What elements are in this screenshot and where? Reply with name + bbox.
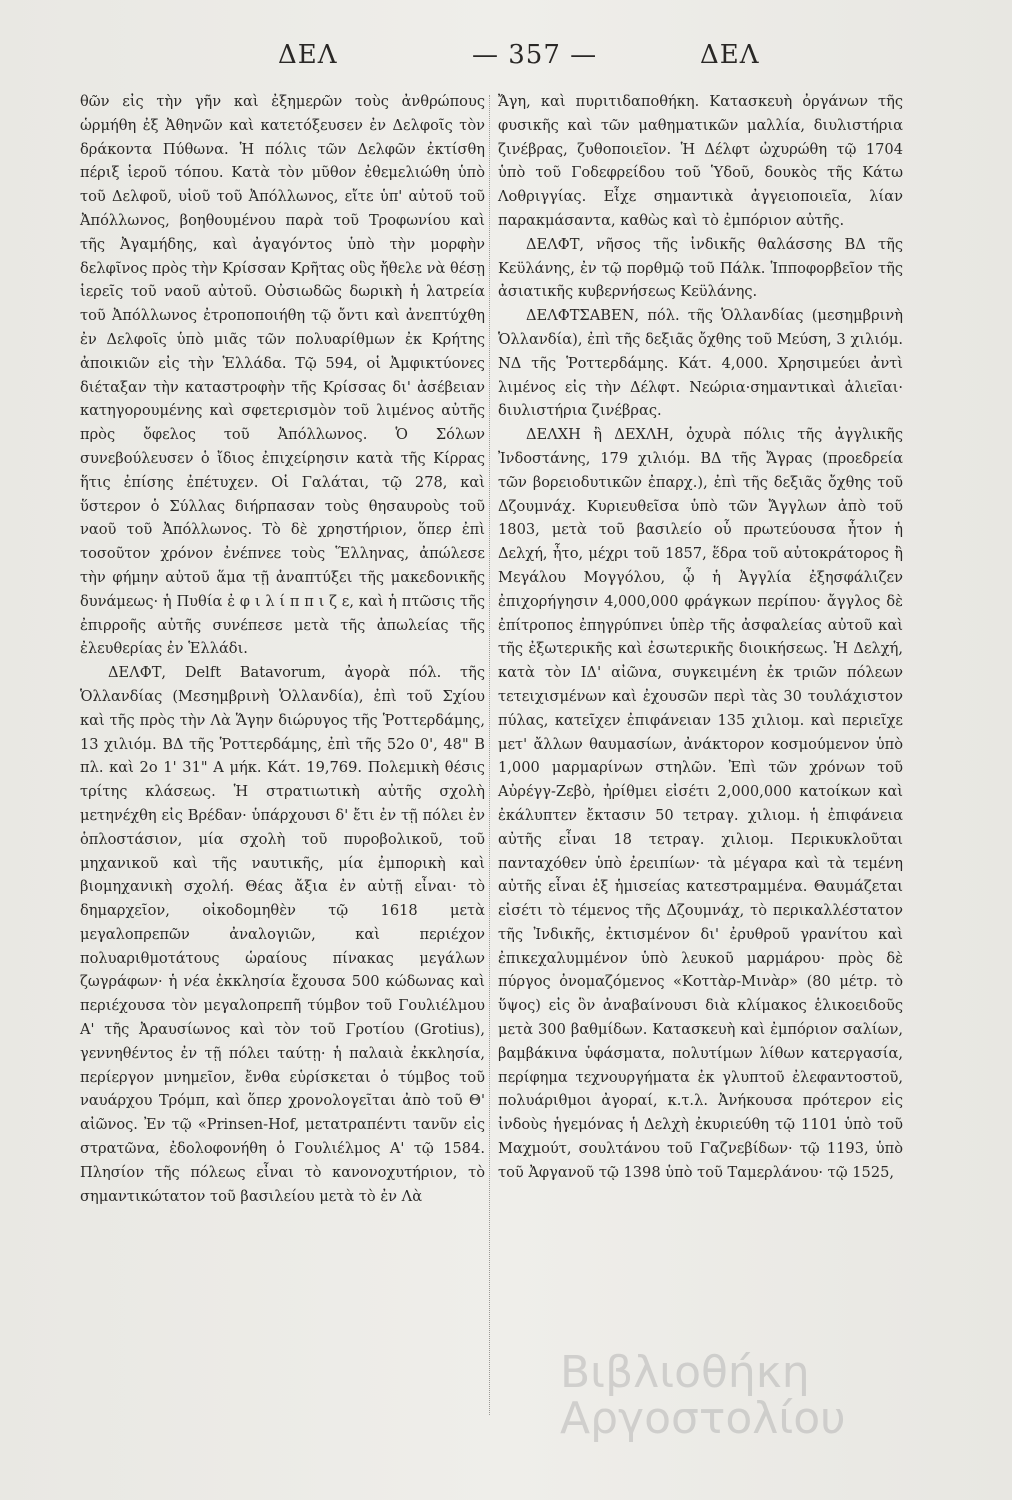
paragraph-delphi-continued: θῶν εἰς τὴν γῆν καὶ ἐξημερῶν τοὺς ἀνθρώπους ὡρμήθη ἐξ Ἀθηνῶν καὶ κατετόξευσεν ἐν Δελφοῖς τὸν δράκοντα Πύθωνα. Ἡ πόλις τῶν Δελφῶν ἐκτίσθη πέριξ ἱεροῦ τόπου. Κατὰ τὸν μῦθον ἐθεμελιώθη ὑπὸ τοῦ Δελφοῦ, υἱοῦ τοῦ Ἀπόλλωνος, εἴτε ὑπ' αὐτοῦ τοῦ Ἀπόλλωνος, βοηθουμένου παρὰ τοῦ Τροφωνίου καὶ τῆς Ἀγαμήδης, καὶ ἀγαγόντος ὑπὸ τὴν μορφὴν δελφῖνος πρὸς τὴν Κρίσσαν Κρῆτας οὓς ἤθελε νὰ θέσῃ ἱερεῖς τοῦ ναοῦ αὐτοῦ. Οὐσιωδῶς δωρικὴ ἡ λατρεία τοῦ Ἀπόλλωνος ἐτροποποιήθη τῷ ὄντι καὶ ἀνεπτύχθη ἐν Δελφοῖς ὑπὸ μιᾶς τῶν πολυαρίθμων ἐκ Κρήτης ἀποικιῶν εἰς τὴν Ἑλλάδα. Τῷ 594, οἱ Ἀμφικτύονες διέταξαν τὴν καταστροφὴν τῆς Κρίσσας δι' ἀσέβειαν κατηγορουμένης καὶ σφετερισμὸν τοῦ λιμένος αὐτῆς πρὸς ὄφελος τοῦ Ἀπόλλωνος. Ὁ Σόλων συνεβούλευσεν ὁ ἴδιος ἐπιχείρησιν κατὰ τῆς Κίρρας ἥτις ἐπίσης ἐπέτυχεν. Οἱ Γαλάται, τῷ 278, καὶ ὕστερον ὁ Σύλλας διήρπασαν τοὺς θησαυροὺς τοῦ ναοῦ τοῦ Ἀπόλλωνος. Τὸ δὲ χρηστήριον, ὅπερ ἐπὶ τοσοῦτον χρόνον ἐνέπνεε τοὺς Ἕλληνας, ἀπώλεσε τὴν φήμην αὐτοῦ ἅμα τῇ ἀναπτύξει τῆς μακεδονικῆς δυνάμεως· ἡ Πυθία ἐ φ ι λ ί π π ι ζ ε, καὶ ἡ πτῶσις τῆς ἐπιρροῆς αὐτῆς συνέπεσε μετὰ τῆς ἀπωλείας τῆς ἐλευθερίας ἐν Ἑλλάδι. (80, 93, 485, 658)
page-number: — 357 — (472, 40, 598, 70)
right-column (498, 90, 903, 1185)
paragraph-delft-continued: Ἄγη, καὶ πυριτιδαποθήκη. Κατασκευὴ ὀργάνων τῆς φυσικῆς καὶ τῶν μαθηματικῶν μαλλία, διυλιστήρια ζινέβρας, ζυθοποιεῖον. Ἡ Δέλφτ ὠχυρώθη τῷ 1704 ὑπὸ τοῦ Γοδεφρείδου τοῦ Ὑδοῦ, δουκὸς τῆς Κάτω Λοθριγγίας. Εἶχε σημαντικὰ ἀγγειοποιεῖα, λίαν παρακμάσαντα, καθὼς καὶ τὸ ἐμπόριον αὐτῆς. (498, 93, 903, 229)
running-head-right: ΔΕΛ (700, 40, 760, 70)
entry-delftshaven: ΔΕΛΦΤΣΑΒΕΝ, πόλ. τῆς Ὁλλανδίας (μεσημβρινὴ Ὁλλανδία), ἐπὶ τῆς δεξιᾶς ὄχθης τοῦ Μεύση, 3 χιλιόμ. ΝΔ τῆς Ῥοττερδάμης. Κάτ. 4,000. Χρησιμεύει ἀντὶ λιμένος εἰς τὴν Δέλφτ. Νεώρια·σημαντικαὶ ἁλιεῖαι· διυλιστήρια ζινέβρας. (498, 307, 903, 420)
entry-delhi: ΔΕΛΧΗ ἢ ΔΕΧΛΗ, ὀχυρὰ πόλις τῆς ἀγγλικῆς Ἰνδοστάνης, 179 χιλιόμ. ΒΔ τῆς Ἄγρας (προεδρεία τῶν βορειοδυτικῶν ἐπαρχ.), ἐπὶ τῆς δεξιᾶς ὄχθης τοῦ Δζουμνάχ. Κυριευθεῖσα ὑπὸ τῶν Ἄγγλων ἀπὸ τοῦ 1803, μετὰ τοῦ βασιλείο οὗ πρωτεύουσα ἦτον ἡ Δελχή, ἦτο, μέχρι τοῦ 1857, ἕδρα τοῦ αὐτοκράτορος ἢ Μεγάλου Μογγόλου, ᾧ ἡ Ἀγγλία ἐξησφάλιζεν ἐπιχορήγησιν 4,000,000 φράγκων περίπου· ἄγγλος δὲ ἐπίτροπος ἐπηγρύπνει ὑπὲρ τῆς ἀσφαλείας αὐτοῦ καὶ τῆς ἐξωτερικῆς καὶ ἐσωτερικῆς διοικήσεως. Ἡ Δελχή, κατὰ τὸν ΙΔ' αἰῶνα, συγκειμένη ἐκ τριῶν πόλεων τετειχισμένων καὶ ἐχουσῶν περὶ τὰς 30 τουλάχιστον πύλας, κατεῖχεν ἐπιφάνειαν 135 χιλιομ. καὶ περιεῖχε μετ' ἄλλων θαυμασίων, ἀνάκτορον κοσμούμενον ὑπὸ 1,000 μαρμαρίνων στηλῶν. Ἐπὶ τῶν χρόνων τοῦ Αὐρέγγ-Ζεβὸ, ἠρίθμει εἰσέτι 2,000,000 κατοίκων καὶ ἐκάλυπτεν ἔκτασιν 50 τετραγ. χιλιομ. ἡ ἐπιφάνεια αὐτῆς εἶναι 18 τετραγ. χιλιομ. Περικυκλοῦται πανταχόθεν ὑπὸ ἐρειπίων· τὰ μέγαρα καὶ τὰ τεμένη αὐτῆς εἶναι ἐξ ἡμισείας κατεστραμμένα. Θαυμάζεται εἰσέτι τὸ τέμενος τῆς Δζουμνάχ, τὸ περικαλλέστατον τῆς Ἰνδικῆς, ἐκτισμένον δι' ἐρυθροῦ γρανίτου καὶ ἐπικεχαλυμμένον ὑπὸ λευκοῦ μαρμάρου· πρὸς δὲ πύργος ὀνομαζόμενος «Κοττὰρ-Μινὰρ» (80 μέτρ. τὸ ὕψος) εἰς ὃν ἀναβαίνουσι διὰ κλίμακος ἑλικοειδοῦς μετὰ 300 βαθμίδων. Κατασκευὴ καὶ ἐμπόριον σαλίων, βαμβάκινα ὑφάσματα, πολυτίμων λίθων κατεργασία, περίφημα τεχνουργήματα ἐκ γλυπτοῦ ἐλεφαντοστοῦ, πολυάριθμοι ἀγοραί, κ.τ.λ. Ἀνήκουσα πρότερον εἰς ἰνδοὺς ἡγεμόνας ἡ Δελχὴ ἐκυριεύθη τῷ 1101 ὑπὸ τοῦ Μαχμούτ, σουλτάνου τοῦ Γαζνεβίδων· τῷ 1193, ὑπὸ τοῦ Ἀφγανοῦ τῷ 1398 ὑπὸ τοῦ Ταμερλάνου· τῷ 1525, (498, 426, 903, 1181)
running-head-left: ΔΕΛ (278, 40, 338, 70)
column-divider (489, 95, 490, 1415)
entry-delft-island: ΔΕΛΦΤ, νῆσος τῆς ἰνδικῆς θαλάσσης ΒΔ τῆς Κεϋλάνης, ἐν τῷ πορθμῷ τοῦ Πάλκ. Ἱπποφορβεῖον τῆς ἀσιατικῆς κυβερνήσεως Κεϋλάνης. (498, 235, 903, 301)
page-header (80, 40, 940, 80)
entry-delft: ΔΕΛΦΤ, Delft Batavorum, ἀγορὰ πόλ. τῆς Ὁλλανδίας (Μεσημβρινὴ Ὁλλανδία), ἐπὶ τοῦ Σχίου καὶ τῆς πρὸς τὴν Λὰ Ἅγην διώρυγος τῆς Ῥοττερδάμης, 13 χιλιόμ. ΒΔ τῆς Ῥοττερδάμης, ἐπὶ τῆς 52ο 0', 48" Β πλ. καὶ 2ο 1' 31" Α μήκ. Κάτ. 19,769. Πολεμικὴ θέσις τρίτης κλάσεως. Ἡ στρατιωτικὴ αὐτῆς σχολὴ μετηνέχθη εἰς Βρέδαν· ὑπάρχουσι δ' ἔτι ἐν τῇ πόλει ἐν ὁπλοστάσιον, μία σχολὴ τοῦ πυροβολικοῦ, τοῦ μηχανικοῦ καὶ τῆς ναυτικῆς, μία ἐμπορικὴ καὶ βιομηχανικὴ σχολή. Θέας ἄξια ἐν αὐτῇ εἶναι· τὸ δημαρχεῖον, οἰκοδομηθὲν τῷ 1618 μετὰ μεγαλοπρεπῶν ἀναλογιῶν, καὶ περιέχον πολυαριθμοτάτους ὡραίους πίνακας μεγάλων ζωγράφων· ἡ νέα ἐκκλησία ἔχουσα 500 κώδωνας καὶ περιέχουσα τὸν μεγαλοπρεπῆ τύμβον τοῦ Γουλιέλμου Α' τῆς Ἀραυσίωνος καὶ τὸν τοῦ Γροτίου (Grotius), γεννηθέντος ἐν τῇ πόλει ταύτῃ· ἡ παλαιὰ ἐκκλησία, περίεργον μνημεῖον, ἔνθα εὑρίσκεται ὁ τύμβος τοῦ ναυάρχου Τρόμπ, καὶ ὅπερ χρονολογεῖται ἀπὸ τοῦ Θ' αἰῶνος. Ἐν τῷ «Prinsen-Hof, μετατραπέντι τανῦν εἰς στρατῶνα, ἐδολοφονήθη ὁ Γουλιέλμος Α' τῷ 1584. Πλησίον τῆς πόλεως εἶναι τὸ κανονοχυτήριον, τὸ σημαντικώτατον τοῦ βασιλείου μετὰ τὸ ἐν Λὰ (80, 664, 485, 1205)
left-column (80, 90, 485, 1208)
library-watermark: Βιβλιοθήκη Αργοστολίου (560, 1347, 846, 1444)
